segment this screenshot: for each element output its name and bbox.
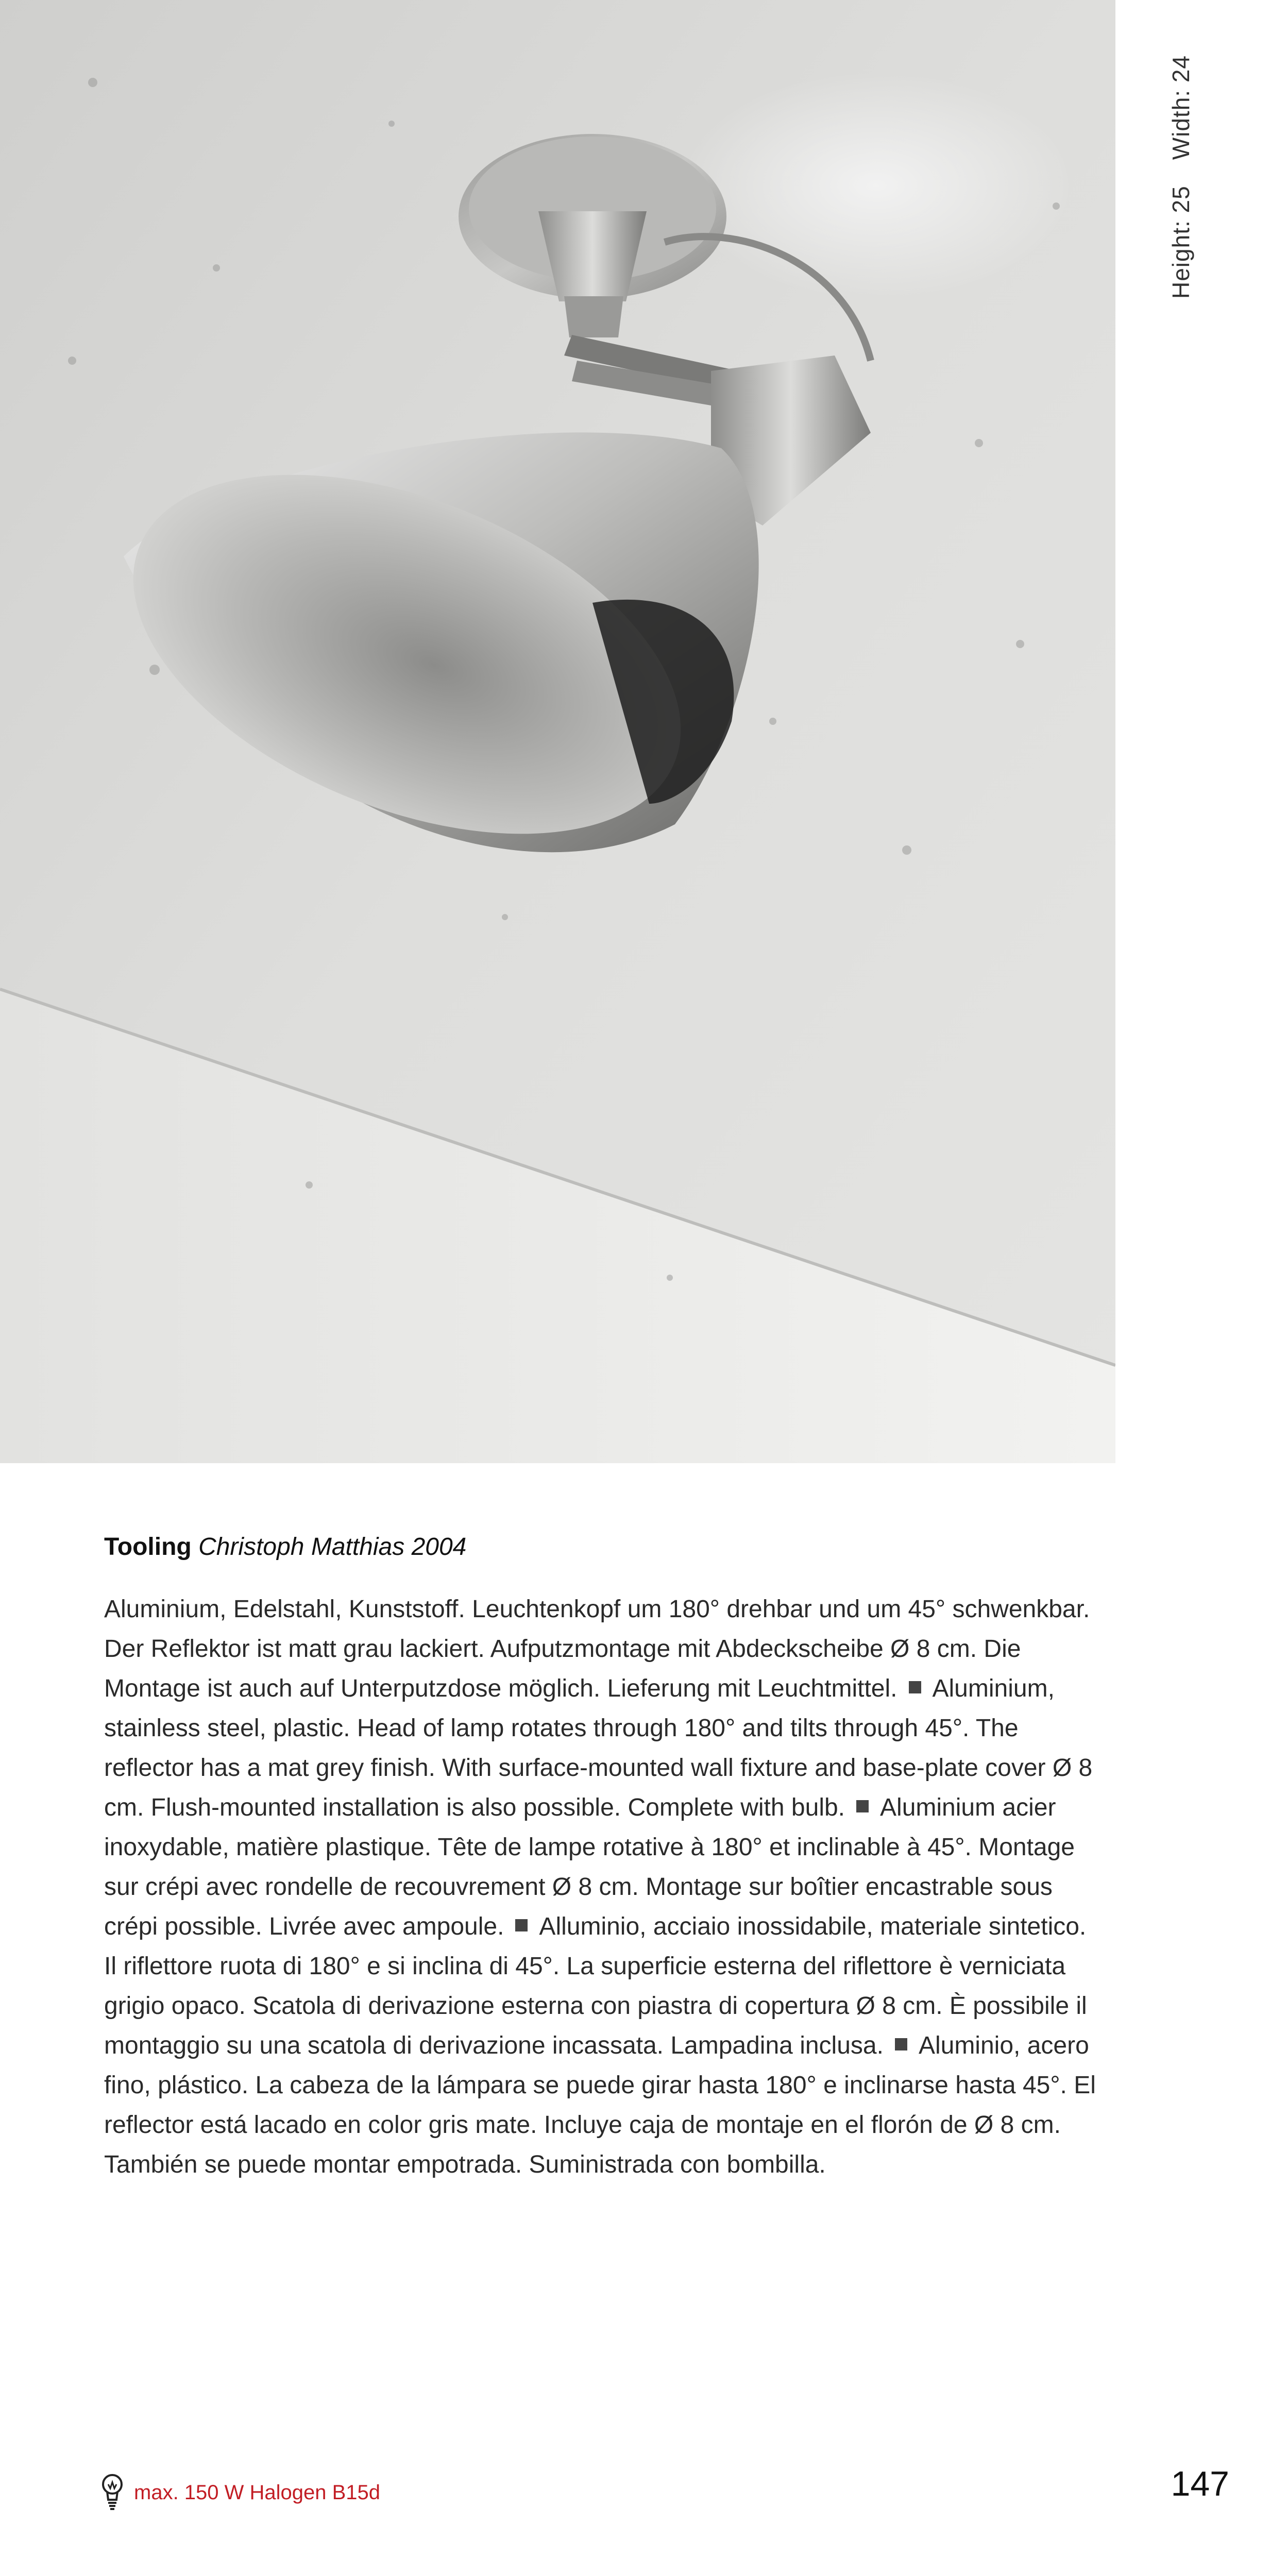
description-de: Aluminium, Edelstahl, Kunststoff. Leuchtenkopf um 180° drehbar und um 45° schwenkbar. Der Reflektor ist matt grau lackiert. Aufputzmontage mit Abdeckscheibe Ø 8 cm. Die Montage ist auch auf Unterputzdose möglich. Lieferung mit Leuchtmittel. [104, 1596, 1090, 1702]
bulb-spec-label: max. 150 W Halogen B15d [134, 2481, 381, 2504]
bulb-icon [101, 2473, 124, 2512]
bulb-spec [101, 2472, 380, 2513]
ceiling-spotlight-photo [0, 0, 1115, 1463]
product-name: Tooling [104, 1533, 192, 1561]
designer-year: Christoph Matthias 2004 [198, 1533, 467, 1561]
dimensions-label [1167, 55, 1195, 299]
product-heading [104, 1533, 1134, 1561]
separator-square-icon [856, 1800, 869, 1812]
width-label: Width: 24 [1167, 55, 1194, 160]
description-it: Alluminio, acciaio inossidabile, materiale sintetico. Il riflettore ruota di 180° e si inclina di 45°. La superficie esterna del riflettore è verniciata grigio opaco. Scatola di derivazione esterna con piastra di copertura Ø 8 cm. È possibile il montaggio su una scatola di derivazione incassata. Lampadina inclusa. [104, 1913, 1087, 2059]
description-es: Aluminio, acero fino, plástico. La cabeza de la lámpara se puede girar hasta 180° e inclinarse hasta 45°. El reflector está lacado en color gris mate. Incluye caja de montaje en el florón de Ø 8 cm. También se puede montar empotrada. Suministrada con bombilla. [104, 2032, 1096, 2178]
product-photo [0, 0, 1115, 1463]
separator-square-icon [515, 1919, 528, 1931]
page-number: 147 [1171, 2464, 1229, 2503]
height-label: Height: 25 [1167, 185, 1194, 299]
separator-square-icon [895, 2038, 907, 2050]
separator-square-icon [909, 1681, 921, 1693]
description-fr: Aluminium acier inoxydable, matière plastique. Tête de lampe rotative à 180° et inclinable à 45°. Montage sur crépi avec rondelle de recouvrement Ø 8 cm. Montage sur boîtier encastrable sous crépi possible. Livrée avec ampoule. [104, 1794, 1075, 1940]
description-en: Aluminium, stainless steel, plastic. Head of lamp rotates through 180° and tilts through 45°. The reflector has a mat grey finish. With surface-mounted wall fixture and base-plate cover Ø 8 cm. Flush-mounted installation is also possible. Complete with bulb. [104, 1675, 1093, 1821]
product-description [104, 1589, 1101, 2184]
